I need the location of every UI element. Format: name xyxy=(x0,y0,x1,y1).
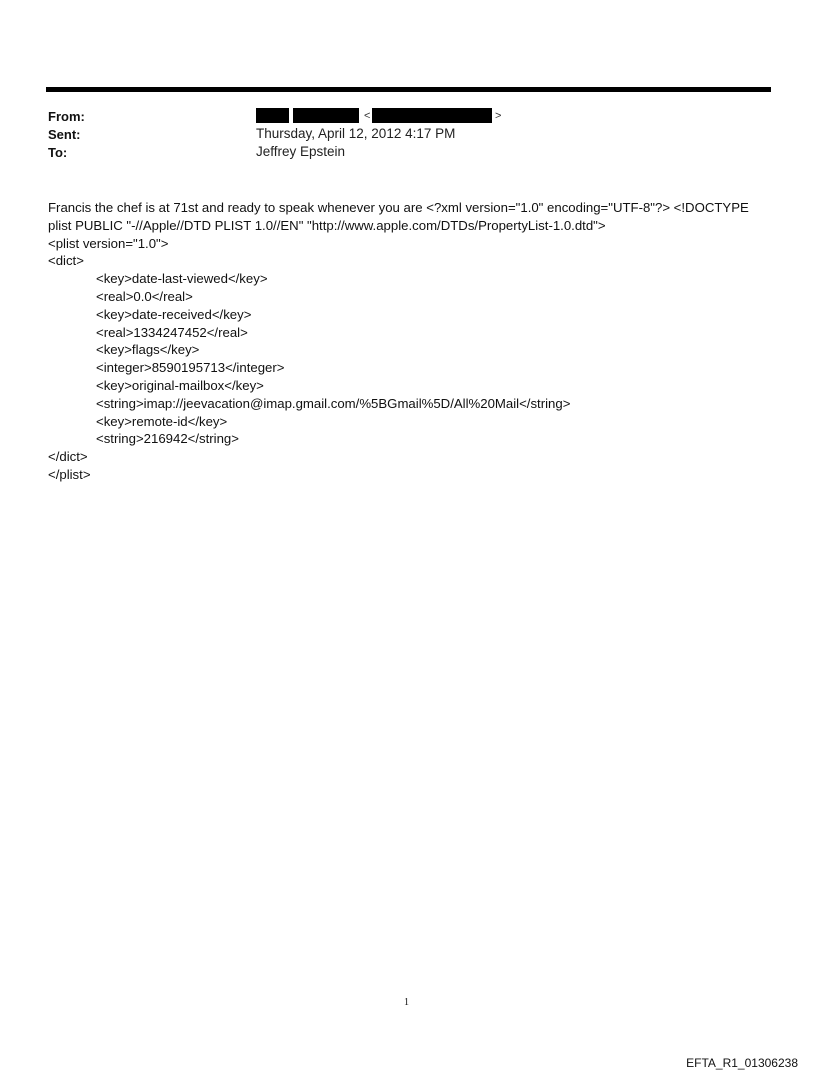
body-line: <real>0.0</real> xyxy=(96,288,193,304)
body-line: Francis the chef is at 71st and ready to speak whenever you are <?xml version="1.0" encoding="UTF-8"?> <!DOCTYPE xyxy=(48,200,749,215)
page-number: 1 xyxy=(404,997,409,1008)
to-label: To: xyxy=(48,145,68,160)
body-line: <key>date-received</key> xyxy=(96,306,252,322)
body-line: <key>original-mailbox</key> xyxy=(96,377,264,393)
body-line: </plist> xyxy=(48,466,91,482)
body-line: <string>216942</string> xyxy=(96,431,239,447)
from-open-bracket: < xyxy=(364,110,371,122)
body-line: <key>remote-id</key> xyxy=(96,413,228,429)
body-line: <real>1334247452</real> xyxy=(96,324,248,340)
sent-value: Thursday, April 12, 2012 4:17 PM xyxy=(256,126,456,141)
from-label: From: xyxy=(48,109,85,124)
sent-label: Sent: xyxy=(48,127,81,142)
bates-number: EFTA_R1_01306238 xyxy=(686,1056,798,1070)
body-line: </dict> xyxy=(48,449,88,465)
from-close-bracket: > xyxy=(495,110,502,122)
to-value: Jeffrey Epstein xyxy=(256,144,346,159)
body-line: <dict> xyxy=(48,253,84,269)
email-body xyxy=(48,199,778,484)
body-line: <key>flags</key> xyxy=(96,342,200,358)
body-line: plist PUBLIC "-//Apple//DTD PLIST 1.0//EN" "http://www.apple.com/DTDs/PropertyList-1.0.dtd"> xyxy=(48,217,606,233)
redaction-block xyxy=(256,108,289,123)
redaction-block xyxy=(372,108,492,123)
header-rule xyxy=(46,87,771,92)
body-line: <string>imap://jeevacation@imap.gmail.com/%5BGmail%5D/All%20Mail</string> xyxy=(96,395,571,411)
body-line: <plist version="1.0"> xyxy=(48,235,169,251)
body-line: <integer>8590195713</integer> xyxy=(96,360,285,376)
body-line: <key>date-last-viewed</key> xyxy=(96,271,268,287)
redaction-block xyxy=(293,108,359,123)
